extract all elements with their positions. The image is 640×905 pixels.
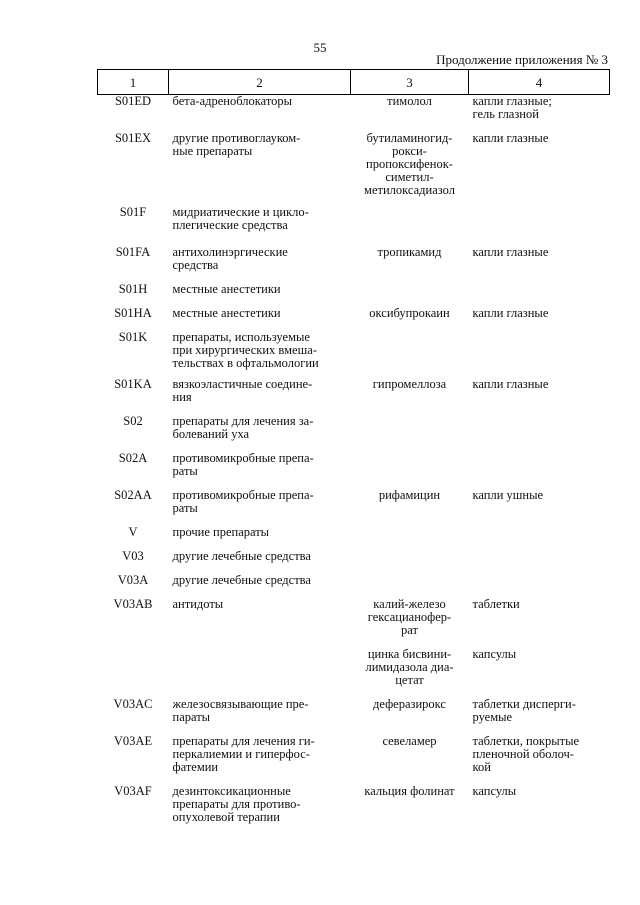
atc-code-cell-text: V03AF xyxy=(114,783,152,798)
atc-code-cell-text: S02 xyxy=(123,413,143,428)
group-name-cell-text: препараты, используемые при хирургических вмеша- тельствах в офтальмологии xyxy=(172,329,319,370)
group-name-cell xyxy=(169,574,351,598)
atc-code-cell xyxy=(98,283,169,307)
dosage-form-cell-text: капли глазные xyxy=(472,376,549,391)
atc-code-cell-text: V03AC xyxy=(113,696,153,711)
atc-code-cell-text: S01K xyxy=(118,329,148,344)
inn-cell xyxy=(351,415,469,452)
atc-code-cell xyxy=(98,698,169,735)
group-name-cell-text: противомикробные препа- раты xyxy=(172,450,314,478)
table-row xyxy=(98,132,610,206)
table-row xyxy=(98,331,610,378)
inn-cell-text: рифамицин xyxy=(378,487,441,502)
atc-code-cell xyxy=(98,735,169,785)
dosage-form-cell-text: капли глазные xyxy=(472,305,549,320)
inn-cell-text: тропикамид xyxy=(377,244,442,259)
header-row xyxy=(98,70,610,95)
dosage-form-cell xyxy=(469,735,610,785)
inn-cell xyxy=(351,378,469,415)
inn-cell xyxy=(351,132,469,206)
continuation-heading: Продолжение приложения № 3 xyxy=(436,52,608,67)
header-col-2: 2 xyxy=(169,70,351,95)
inn-cell-text: кальция фолинат xyxy=(364,783,455,798)
group-name-cell xyxy=(169,526,351,550)
atc-code-cell-text: V03AE xyxy=(113,733,153,748)
inn-cell xyxy=(351,307,469,331)
inn-cell xyxy=(351,550,469,574)
dosage-form-cell xyxy=(469,415,610,452)
group-name-cell-text: бета-адреноблокаторы xyxy=(172,94,293,108)
inn-cell xyxy=(351,206,469,246)
dosage-form-cell-text: капсулы xyxy=(472,646,517,661)
drug-table xyxy=(97,69,610,830)
table-row xyxy=(98,452,610,489)
dosage-form-cell-text: таблетки, покрытые пленочной оболоч- кой xyxy=(472,733,580,774)
inn-cell-text: оксибупрокаин xyxy=(369,305,450,320)
table-row xyxy=(98,415,610,452)
group-name-cell-text: препараты для лечения ги- перкалиемии и гиперфос- фатемии xyxy=(172,733,315,774)
inn-cell-text: гипромеллоза xyxy=(372,376,447,391)
atc-code-cell xyxy=(98,526,169,550)
group-name-cell-text: другие лечебные средства xyxy=(172,548,311,563)
atc-code-cell xyxy=(98,598,169,648)
group-name-cell xyxy=(169,550,351,574)
table-row xyxy=(98,283,610,307)
group-name-cell xyxy=(169,785,351,830)
group-name-cell-text: дезинтоксикационные препараты для противо- опухолевой терапии xyxy=(172,783,301,824)
table-row xyxy=(98,246,610,283)
dosage-form-cell-text: таблетки xyxy=(472,596,520,611)
table-row xyxy=(98,206,610,246)
atc-code-cell xyxy=(98,95,169,132)
atc-code-cell-text: S02AA xyxy=(114,487,152,502)
dosage-form-cell xyxy=(469,489,610,526)
dosage-form-cell xyxy=(469,132,610,206)
group-name-cell xyxy=(169,307,351,331)
group-name-cell xyxy=(169,415,351,452)
table-row xyxy=(98,598,610,648)
dosage-form-cell xyxy=(469,550,610,574)
atc-code-cell xyxy=(98,574,169,598)
group-name-cell-text: вязкоэластичные соедине- ния xyxy=(172,376,313,404)
inn-cell-text: севеламер xyxy=(382,733,437,748)
dosage-form-cell xyxy=(469,452,610,489)
inn-cell xyxy=(351,648,469,698)
atc-code-cell-text: S01FA xyxy=(115,244,151,259)
group-name-cell xyxy=(169,735,351,785)
atc-code-cell-text: S01F xyxy=(119,204,147,219)
atc-code-cell xyxy=(98,246,169,283)
dosage-form-cell xyxy=(469,307,610,331)
table-row xyxy=(98,648,610,698)
group-name-cell xyxy=(169,698,351,735)
inn-cell-text: бутиламиногид- рокси- пропоксифенок- симетил- метилоксадиазол xyxy=(364,130,455,197)
atc-code-cell xyxy=(98,452,169,489)
header-col-1: 1 xyxy=(98,70,169,95)
atc-code-cell xyxy=(98,648,169,698)
inn-cell-text: деферазирокс xyxy=(373,696,446,711)
inn-cell-text: цинка бисвини- лимидазола диа- цетат xyxy=(365,646,454,687)
group-name-cell xyxy=(169,246,351,283)
dosage-form-cell-text: капли ушные xyxy=(472,487,544,502)
inn-cell xyxy=(351,283,469,307)
atc-code-cell-text: V03AB xyxy=(113,596,153,611)
atc-code-cell xyxy=(98,132,169,206)
table-row xyxy=(98,489,610,526)
table-row xyxy=(98,735,610,785)
group-name-cell-text: железосвязывающие пре- параты xyxy=(172,696,309,724)
atc-code-cell-text: S01H xyxy=(118,281,148,296)
group-name-cell-text: другие лечебные средства xyxy=(172,572,311,587)
table-row xyxy=(98,550,610,574)
dosage-form-cell xyxy=(469,698,610,735)
dosage-form-cell-text: капли глазные xyxy=(472,130,549,145)
group-name-cell-text: антихолинэргические средства xyxy=(172,244,288,272)
inn-cell xyxy=(351,598,469,648)
group-name-cell xyxy=(169,331,351,378)
atc-code-cell xyxy=(98,206,169,246)
dosage-form-cell xyxy=(469,574,610,598)
inn-cell xyxy=(351,735,469,785)
group-name-cell xyxy=(169,95,351,132)
group-name-cell-text: другие противоглауком- ные препараты xyxy=(172,130,301,158)
dosage-form-cell-text: капли глазные; гель глазной xyxy=(472,94,552,121)
inn-cell-text: тимолол xyxy=(387,94,432,108)
header-col-4: 4 xyxy=(469,70,610,95)
group-name-cell xyxy=(169,598,351,648)
dosage-form-cell xyxy=(469,598,610,648)
atc-code-cell-text: S01ED xyxy=(114,94,152,108)
inn-cell xyxy=(351,785,469,830)
inn-cell xyxy=(351,331,469,378)
inn-cell-text: калий-железо гексацианофер- рат xyxy=(367,596,452,637)
table-row xyxy=(98,526,610,550)
atc-code-cell xyxy=(98,331,169,378)
atc-code-cell-text: V xyxy=(128,524,138,539)
atc-code-cell-text: S01HA xyxy=(114,305,152,320)
group-name-cell xyxy=(169,132,351,206)
dosage-form-cell xyxy=(469,283,610,307)
inn-cell xyxy=(351,452,469,489)
atc-code-cell xyxy=(98,785,169,830)
inn-cell xyxy=(351,246,469,283)
group-name-cell-text: местные анестетики xyxy=(172,305,281,320)
dosage-form-cell xyxy=(469,378,610,415)
group-name-cell-text: прочие препараты xyxy=(172,524,270,539)
dosage-form-cell-text: капсулы xyxy=(472,783,517,798)
group-name-cell-text: антидоты xyxy=(172,596,224,611)
table-body xyxy=(98,95,610,830)
dosage-form-cell xyxy=(469,95,610,132)
inn-cell xyxy=(351,698,469,735)
group-name-cell-text: мидриатические и цикло- плегические средства xyxy=(172,204,309,232)
atc-code-cell xyxy=(98,307,169,331)
atc-code-cell xyxy=(98,378,169,415)
inn-cell xyxy=(351,526,469,550)
group-name-cell xyxy=(169,489,351,526)
atc-code-cell-text: V03 xyxy=(122,548,144,563)
atc-code-cell-text: S01KA xyxy=(114,376,152,391)
dosage-form-cell xyxy=(469,331,610,378)
dosage-form-cell-text: капли глазные xyxy=(472,244,549,259)
table-row xyxy=(98,785,610,830)
group-name-cell xyxy=(169,452,351,489)
inn-cell xyxy=(351,489,469,526)
table-row xyxy=(98,95,610,132)
atc-code-cell xyxy=(98,415,169,452)
atc-code-cell-text: V03A xyxy=(117,572,149,587)
group-name-cell xyxy=(169,378,351,415)
group-name-cell-text: препараты для лечения за- болеваний уха xyxy=(172,413,314,441)
atc-code-cell-text: S02A xyxy=(118,450,148,465)
dosage-form-cell-text: таблетки дисперги- руемые xyxy=(472,696,576,724)
header-col-3: 3 xyxy=(351,70,469,95)
inn-cell xyxy=(351,574,469,598)
dosage-form-cell xyxy=(469,526,610,550)
dosage-form-cell xyxy=(469,648,610,698)
table-row xyxy=(98,307,610,331)
group-name-cell-text: местные анестетики xyxy=(172,281,281,296)
inn-cell xyxy=(351,95,469,132)
dosage-form-cell xyxy=(469,206,610,246)
atc-code-cell xyxy=(98,550,169,574)
page-number: 55 xyxy=(313,40,327,55)
dosage-form-cell xyxy=(469,246,610,283)
group-name-cell xyxy=(169,206,351,246)
group-name-cell xyxy=(169,648,351,698)
dosage-form-cell xyxy=(469,785,610,830)
group-name-cell-text: противомикробные препа- раты xyxy=(172,487,314,515)
table-row xyxy=(98,378,610,415)
table-row xyxy=(98,698,610,735)
group-name-cell xyxy=(169,283,351,307)
atc-code-cell-text: S01EX xyxy=(114,130,152,145)
table-row xyxy=(98,574,610,598)
atc-code-cell xyxy=(98,489,169,526)
